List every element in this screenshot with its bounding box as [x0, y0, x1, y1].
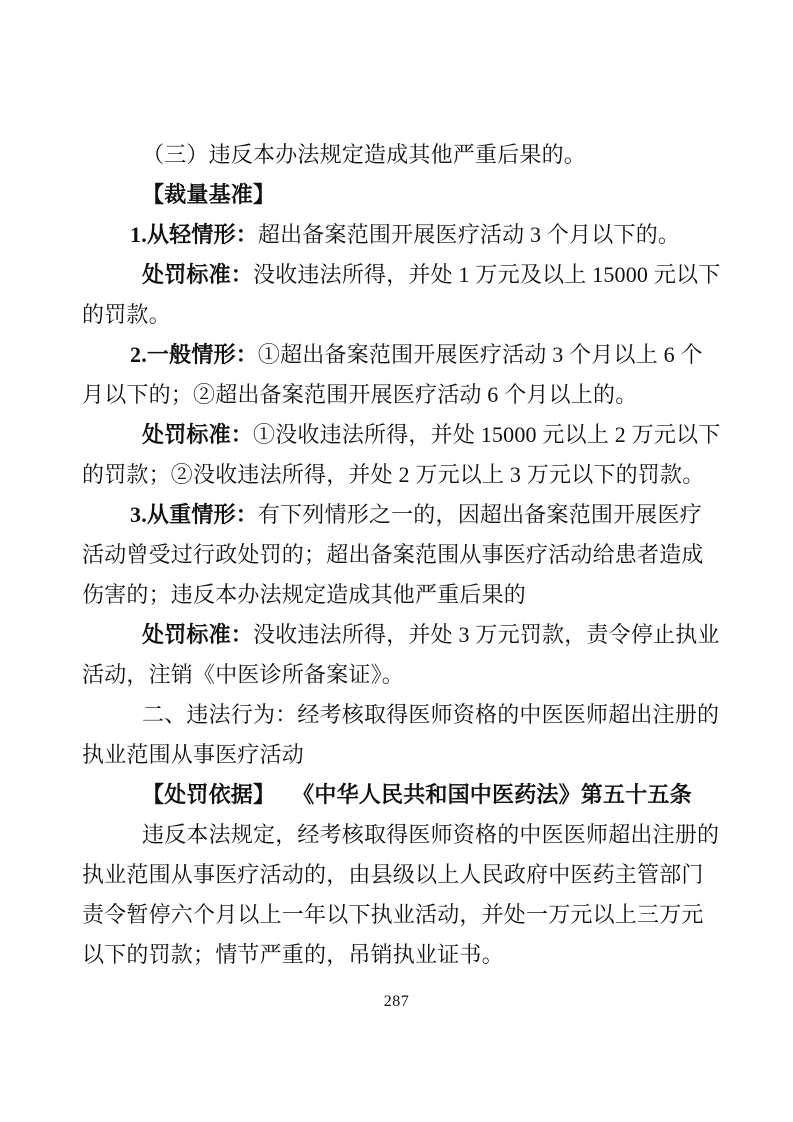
document-body [82, 135, 722, 975]
text-segment: 超出备案范围开展医疗活动 3 个月以下的。 [257, 222, 681, 247]
text-line [82, 495, 722, 535]
text-segment: 的罚款；②没收违法所得，并处 2 万元以上 3 万元以下的罚款。 [82, 462, 705, 487]
text-line [82, 335, 722, 375]
text-line [82, 695, 722, 735]
text-segment-bold: 【处罚依据】 [142, 782, 276, 807]
text-segment: 违反本法规定，经考核取得医师资格的中医医师超出注册的 [142, 822, 720, 847]
text-segment: 月以下的；②超出备案范围开展医疗活动 6 个月以上的。 [82, 382, 638, 407]
text-segment-bold: 处罚标准： [142, 622, 254, 647]
page-number: 287 [383, 993, 410, 1010]
text-line [82, 575, 722, 615]
text-line [82, 375, 722, 415]
text-segment: 有下列情形之一的，因超出备案范围开展医疗 [257, 502, 702, 527]
text-line [82, 815, 722, 855]
text-line [82, 415, 722, 455]
text-segment-bold: 3.从重情形： [130, 502, 258, 527]
text-segment: 没收违法所得，并处 3 万元罚款，责令停止执业 [253, 622, 720, 647]
text-segment: 伤害的；违反本办法规定造成其他严重后果的 [82, 582, 527, 607]
text-line [82, 215, 722, 255]
text-segment: 责令暂停六个月以上一年以下执业活动，并处一万元以上三万元 [82, 902, 704, 927]
text-segment-bold: 2.一般情形： [130, 342, 258, 367]
text-segment: 二、违法行为：经考核取得医师资格的中医医师超出注册的 [142, 702, 720, 727]
text-segment: 执业范围从事医疗活动 [82, 742, 305, 767]
text-segment: 没收违法所得，并处 1 万元及以上 15000 元以下 [253, 262, 721, 287]
text-segment-bold: 1.从轻情形： [130, 222, 258, 247]
text-segment-bold: 处罚标准： [142, 262, 254, 287]
text-segment: 的罚款。 [82, 302, 171, 327]
text-segment: 执业范围从事医疗活动的，由县级以上人民政府中医药主管部门 [82, 862, 704, 887]
text-line [82, 615, 722, 655]
text-line [82, 135, 722, 175]
text-segment: 以下的罚款；情节严重的，吊销执业证书。 [82, 942, 504, 967]
text-line [82, 655, 722, 695]
text-line [82, 255, 722, 295]
text-segment: ①超出备案范围开展医疗活动 3 个月以上 6 个 [257, 342, 703, 367]
text-line [82, 535, 722, 575]
text-segment-bold: 【裁量基准】 [142, 182, 276, 207]
text-segment-bold: 处罚标准： [142, 422, 254, 447]
text-segment: 活动，注销《中医诊所备案证》。 [82, 662, 405, 687]
text-line [82, 455, 722, 495]
text-segment-bold: 《中华人民共和国中医药法》第五十五条 [303, 782, 692, 807]
text-line [82, 935, 722, 975]
text-line [82, 775, 722, 815]
text-line [82, 295, 722, 335]
text-line [82, 895, 722, 935]
text-segment: （三）违反本办法规定造成其他严重后果的。 [142, 142, 587, 167]
text-line [82, 175, 722, 215]
text-line [82, 855, 722, 895]
text-segment: ①没收违法所得，并处 15000 元以上 2 万元以下 [253, 422, 721, 447]
text-segment: 活动曾受过行政处罚的；超出备案范围从事医疗活动给患者造成 [82, 542, 704, 567]
text-line [82, 735, 722, 775]
